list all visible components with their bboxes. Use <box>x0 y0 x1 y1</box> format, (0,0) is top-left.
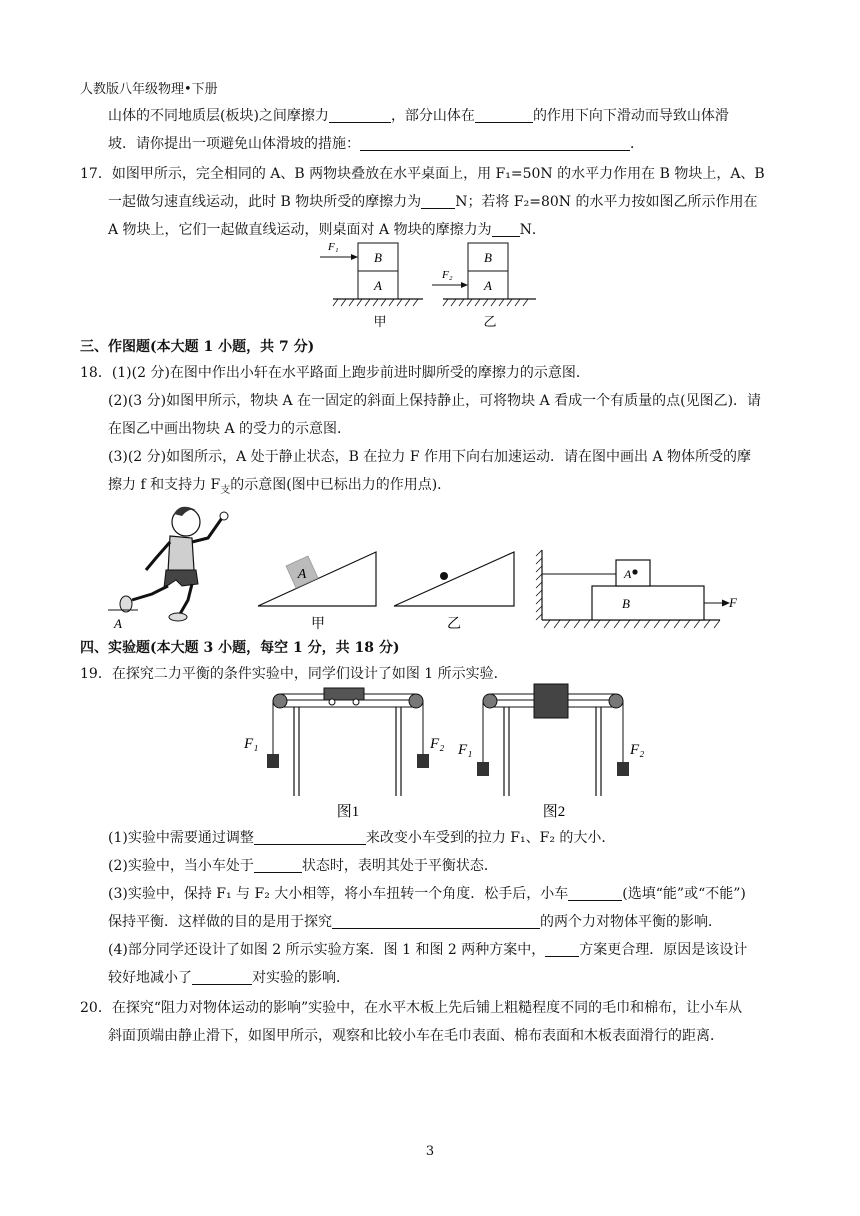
answer-blank[interactable] <box>475 108 533 123</box>
runner-figure <box>108 500 238 632</box>
answer-blank[interactable] <box>254 830 366 845</box>
force-f1-label: F₁ <box>244 736 259 752</box>
caption-fig1: 图1 <box>336 804 360 820</box>
answer-blank[interactable] <box>254 858 302 873</box>
q19-part4-line2: 较好地减小了 对实验的影响． <box>108 970 350 986</box>
block-a-label: A <box>297 567 307 582</box>
q18-line3: 在图乙中画出物块 A 的受力的示意图． <box>108 421 352 437</box>
q19-part3-line1: (3)实验中，保持 F₁ 与 F₂ 大小相等，将小车扭转一个角度．松手后，小车 (选填“能”或“不能”) <box>108 886 746 902</box>
answer-blank[interactable] <box>568 886 622 901</box>
q19-part2: (2)实验中，当小车处于 状态时，表明其处于平衡状态． <box>108 858 498 874</box>
page-number: 3 <box>425 1144 435 1159</box>
q18-line1: 18．(1)(2 分)在图中作出小轩在水平路面上跑步前进时脚所受的摩擦力的示意图． <box>80 365 590 381</box>
q17-figure <box>318 238 548 333</box>
figure-1 <box>243 688 444 820</box>
q16-line2: 坡．请你提出一项避免山体滑坡的措施： ． <box>108 136 644 152</box>
q17-line2: 一起做匀速直线运动，此时 B 物块所受的摩擦力为 N；若将 F₂=80N 的水平力按如图乙所示作用在 <box>108 194 758 210</box>
block-b-label: B <box>484 250 492 265</box>
caption-jia: 甲 <box>311 617 325 632</box>
answer-blank[interactable] <box>421 194 455 209</box>
answer-blank[interactable] <box>360 136 630 151</box>
block-b-label: B <box>622 596 630 611</box>
caption-fig2: 图2 <box>542 804 566 820</box>
q20-line1: 20．在探究“阻力对物体运动的影响”实验中，在水平木板上先后铺上粗糙程度不同的毛巾和棉布，让小车从 <box>80 1000 743 1016</box>
ab-blocks-figure <box>536 548 746 632</box>
incline-figure-yi <box>392 548 518 632</box>
caption-jia: 甲 <box>373 314 387 329</box>
block-a-label: A <box>624 567 632 581</box>
q16-line1: 山体的不同地质层(板块)之间摩擦力 ，部分山体在 的作用下向下滑动而导致山体滑 <box>108 108 729 124</box>
answer-blank[interactable] <box>492 222 520 237</box>
answer-blank[interactable] <box>332 914 540 929</box>
q19-figure <box>236 684 656 820</box>
caption-yi: 乙 <box>447 617 461 632</box>
answer-blank[interactable] <box>545 942 579 957</box>
q18-line2: (2)(3 分)如图甲所示，物块 A 在一固定的斜面上保持静止，可将物块 A 看成一个有质量的点(见图乙)．请 <box>108 393 762 409</box>
q19-line1: 19．在探究二力平衡的条件实验中，同学们设计了如图 1 所示实验． <box>80 666 508 682</box>
answer-blank[interactable] <box>329 108 391 123</box>
q19-part4-line1: (4)部分同学还设计了如图 2 所示实验方案．图 1 和图 2 两种方案中， 方案更合理．原因是该设计 <box>108 942 748 958</box>
incline-figure-jia <box>256 548 380 632</box>
figure-2 <box>457 684 644 820</box>
section-heading-drawing: 三、作图题(本大题 1 小题，共 7 分) <box>80 339 315 355</box>
mass-point <box>440 572 448 580</box>
q18-line5: 擦力 f 和支持力 $F_支$的示意图(图中已标出力的作用点)． <box>108 477 452 496</box>
block-b-label: B <box>374 250 382 265</box>
force-f2-label: F₂ <box>630 742 645 758</box>
answer-blank[interactable] <box>192 970 252 985</box>
force-f2-label: F₂ <box>442 269 453 281</box>
point-a-label: A <box>114 616 122 631</box>
page-header: 人教版八年级物理•下册 <box>80 82 218 97</box>
caption-yi: 乙 <box>483 314 497 329</box>
force-f1-label: F₁ <box>458 742 473 758</box>
block-a-label: A <box>484 278 492 293</box>
q17-line1: 17．如图甲所示，完全相同的 A、B 两物块叠放在水平桌面上，用 F₁=50N 的水平力作用在 B 物块上，A、B <box>80 166 765 182</box>
force-f2-label: F₂ <box>430 736 445 752</box>
block-a-label: A <box>374 278 382 293</box>
q19-part1: (1)实验中需要通过调整 来改变小车受到的拉力 F₁、F₂ 的大小． <box>108 830 616 846</box>
q20-line2: 斜面顶端由静止滑下，如图甲所示，观察和比较小车在毛巾表面、棉布表面和木板表面滑行的距离． <box>108 1028 724 1044</box>
q18-line4: (3)(2 分)如图所示，A 处于静止状态，B 在拉力 F 作用下向右加速运动．请在图中画出 A 物体所受的摩 <box>108 449 752 465</box>
q17-line3: A 物块上，它们一起做直线运动，则桌面对 A 物块的摩擦力为 N． <box>108 222 546 238</box>
force-f-label: F <box>729 595 737 610</box>
section-heading-experiment: 四、实验题(本大题 3 小题，每空 1 分，共 18 分) <box>80 640 400 656</box>
force-f1-label: F₁ <box>328 241 339 253</box>
q19-part3-line2: 保持平衡．这样做的目的是用于探究 的两个力对物体平衡的影响． <box>108 914 722 930</box>
